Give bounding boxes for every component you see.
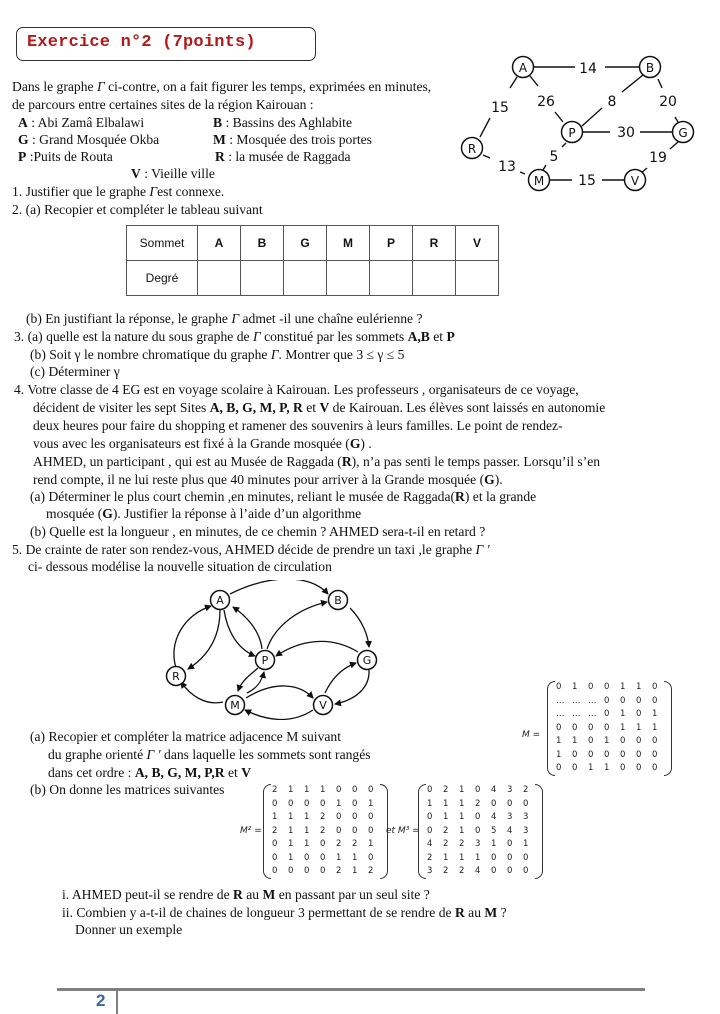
matrix-cell: … — [588, 695, 597, 706]
matrix-cell: 1 — [459, 852, 465, 863]
matrix-cell: 0 — [556, 682, 562, 692]
question-4a-line-1: (a) Déterminer le plus court chemin ,en minutes, reliant le musée de Raggada(R) et la grande — [30, 489, 537, 504]
matrix-cell: … — [556, 695, 565, 706]
matrix-cell: 1 — [272, 812, 278, 822]
matrix-cell: 0 — [352, 798, 358, 809]
matrix-cell: 0 — [320, 798, 326, 809]
matrix-cell: 1 — [475, 852, 481, 863]
adjacency-matrix-M — [556, 681, 668, 776]
question-1: 1. Justifier que le graphe Γest connexe. — [12, 184, 225, 199]
matrix-cell: 1 — [288, 785, 294, 795]
matrix-cell: 1 — [620, 682, 626, 692]
question-4-line-3: deux heures pour faire du shopping et ramener des souvenirs à leurs familles. Le point de rendez- — [33, 418, 563, 433]
svg-text:P: P — [261, 654, 269, 667]
matrix-cell: 0 — [272, 798, 278, 809]
question-5-line-2: ci- dessous modélise la nouvelle situation de circulation — [28, 559, 332, 574]
matrix-cell: 1 — [288, 825, 294, 836]
matrix-cell: 0 — [368, 812, 374, 822]
footer-rule — [57, 988, 645, 991]
intro-line-2: de parcours entre certaines sites de la région Kairouan : — [12, 97, 314, 112]
matrix-cell: 0 — [491, 866, 497, 876]
matrix-cell: 1 — [443, 798, 449, 809]
matrix-cell: 1 — [588, 763, 594, 773]
matrix-cell: 0 — [636, 695, 642, 706]
matrix-cell: 0 — [604, 695, 610, 706]
question-3c: (c) Déterminer γ — [30, 364, 120, 379]
matrix-cell: 0 — [507, 839, 513, 849]
matrix-cell: 3 — [427, 866, 433, 876]
svg-text:20: 20 — [659, 94, 677, 110]
matrix-cell: 0 — [588, 722, 594, 733]
table-cell: G — [284, 226, 327, 261]
question-2b: (b) En justifiant la réponse, le graphe Γ admet -il une chaîne eulérienne ? — [26, 311, 423, 326]
matrix-cell: 0 — [636, 736, 642, 746]
question-4-line-1: 4. Votre classe de 4 EG est en voyage scolaire à Kairouan. Les professeurs , organisateurs de ce voyage, — [14, 382, 579, 397]
matrix-cell: 0 — [523, 866, 529, 876]
question-5a-line-2: du graphe orienté Γ ′ dans laquelle les sommets sont rangés — [48, 747, 371, 762]
svg-text:13: 13 — [498, 159, 516, 175]
matrix-cell: 2 — [336, 866, 342, 876]
matrix-M-label: M = — [522, 730, 541, 740]
matrix-cell: 1 — [459, 798, 465, 809]
matrix-cell: … — [556, 709, 565, 719]
question-2a: 2. (a) Recopier et compléter le tableau suivant — [12, 202, 263, 217]
site-P: P :Puits de Routa — [18, 149, 113, 164]
matrix-cell: 1 — [336, 852, 342, 863]
degree-cell — [413, 261, 456, 296]
question-4-line-2: décident de visiter les sept Sites A, B, G, M, P, R et V de Kairouan. Les élèves sont laissés en autonomie — [33, 400, 606, 415]
question-5b-ii: ii. Combien y a-t-il de chaines de longueur 3 permettant de se rendre de R au M ? — [62, 905, 507, 920]
svg-text:A: A — [518, 61, 528, 75]
site-B: B : Bassins des Aghlabite — [213, 115, 352, 130]
matrix-cell: 1 — [304, 839, 310, 849]
question-3b: (b) Soit γ le nombre chromatique du graphe Γ. Montrer que 3 ≤ γ ≤ 5 — [30, 347, 405, 362]
matrix-cell: 1 — [636, 682, 642, 692]
svg-text:5: 5 — [549, 149, 559, 165]
matrix-cell: 0 — [507, 866, 513, 876]
matrix-cell: 0 — [652, 749, 658, 760]
matrix-cell: 1 — [352, 852, 358, 863]
matrix-cell: 0 — [336, 825, 342, 836]
table-cell: R — [413, 226, 456, 261]
svg-text:B: B — [645, 61, 655, 75]
matrix-cell: 2 — [320, 825, 326, 836]
table-header-sommet: Sommet — [127, 226, 198, 261]
matrix-cell: 0 — [652, 695, 658, 706]
page-number: 2 — [96, 991, 106, 1010]
table-cell: A — [198, 226, 241, 261]
matrix-cell: 1 — [304, 812, 310, 822]
svg-text:A: A — [216, 594, 224, 607]
matrix-cell: … — [572, 695, 581, 706]
svg-text:G: G — [362, 654, 372, 667]
matrix-cell: 0 — [352, 812, 358, 822]
matrix-cell: 0 — [368, 825, 374, 836]
footer-divider — [116, 990, 118, 1014]
matrix-cell: 0 — [604, 749, 610, 760]
matrix-cell: 1 — [572, 682, 578, 692]
matrix-cell: … — [572, 709, 581, 719]
matrix-cell: 1 — [556, 749, 562, 760]
matrix-cell: 0 — [352, 825, 358, 836]
intro-line-1: Dans le graphe Γ ci-contre, on a fait figurer les temps, exprimées en minutes, — [12, 79, 432, 94]
matrix-cell: 1 — [288, 839, 294, 849]
matrix-cell: 3 — [523, 825, 529, 836]
matrix-cell: 2 — [443, 825, 449, 836]
degree-cell — [284, 261, 327, 296]
matrix-cell: 0 — [652, 682, 658, 692]
matrix-cell: 1 — [652, 722, 658, 733]
svg-text:26: 26 — [537, 94, 555, 110]
matrix-cell: 1 — [352, 866, 358, 876]
matrix-cell: 1 — [604, 736, 610, 746]
matrix-cell: 0 — [475, 785, 481, 795]
matrix-cell: 1 — [620, 722, 626, 733]
question-4-line-5: AHMED, un participant , qui est au Musée de Raggada (R), n’a pas senti le temps passer. Lorsqu’il s’en — [33, 454, 601, 469]
matrix-cell: 0 — [588, 749, 594, 760]
matrix-cell: 0 — [491, 798, 497, 809]
matrix-cell: 2 — [475, 798, 481, 809]
matrix-cell: 1 — [288, 852, 294, 863]
matrix-cell: 0 — [604, 722, 610, 733]
matrix-cell: 3 — [507, 785, 513, 795]
matrix-cell: 1 — [443, 852, 449, 863]
matrix-cell: 0 — [320, 839, 326, 849]
table-row-degre — [127, 261, 499, 296]
matrix-cell: 4 — [475, 866, 481, 876]
matrix-cell: 0 — [352, 785, 358, 795]
matrix-cell: 1 — [556, 736, 562, 746]
matrix-M3 — [427, 784, 539, 879]
matrix-cell: 0 — [475, 825, 481, 836]
question-4a-line-2: mosquée (G). Justifier la réponse à l’aide d’un algorithme — [46, 506, 362, 521]
matrix-cell: 0 — [620, 749, 626, 760]
table-row-sommet — [127, 226, 499, 261]
matrix-cell: 2 — [336, 839, 342, 849]
matrix-cell: 0 — [288, 798, 294, 809]
matrix-cell: 0 — [288, 866, 294, 876]
table-cell: P — [370, 226, 413, 261]
matrix-cell: 0 — [427, 785, 433, 795]
svg-text:15: 15 — [578, 173, 596, 189]
matrix-cell: 0 — [572, 749, 578, 760]
matrix-cell: 0 — [652, 736, 658, 746]
matrix-cell: 2 — [272, 785, 278, 795]
question-4b: (b) Quelle est la longueur , en minutes, de ce chemin ? AHMED sera-t-il en retard ? — [30, 524, 486, 539]
table-header-degre: Degré — [127, 261, 198, 296]
question-5-line-1: 5. De crainte de rater son rendez-vous, AHMED décide de prendre un taxi ,le graphe Γ ′ — [12, 542, 490, 557]
table-cell: V — [456, 226, 499, 261]
matrix-cell: 1 — [459, 785, 465, 795]
svg-text:B: B — [334, 594, 342, 607]
svg-text:V: V — [630, 174, 640, 188]
matrix-cell: 0 — [336, 785, 342, 795]
site-R: R : la musée de Raggada — [215, 149, 351, 164]
svg-text:V: V — [319, 699, 327, 712]
matrix-cell: 3 — [507, 812, 513, 822]
matrix-grid — [427, 784, 539, 879]
matrix-cell: 2 — [443, 866, 449, 876]
matrix-cell: 0 — [272, 866, 278, 876]
matrix-cell: 1 — [336, 798, 342, 809]
matrix-cell: 0 — [620, 695, 626, 706]
matrix-cell: 1 — [320, 785, 326, 795]
matrix-cell: 0 — [320, 866, 326, 876]
matrix-cell: 4 — [427, 839, 433, 849]
question-5b: (b) On donne les matrices suivantes — [30, 782, 225, 797]
matrix-cell: 0 — [572, 722, 578, 733]
matrix-cell: 2 — [459, 866, 465, 876]
degree-table — [126, 225, 499, 296]
svg-text:8: 8 — [607, 94, 617, 110]
svg-text:14: 14 — [579, 61, 597, 77]
matrix-cell: 0 — [556, 763, 562, 773]
degree-cell — [198, 261, 241, 296]
svg-text:G: G — [678, 126, 688, 140]
matrix-cell: 1 — [288, 812, 294, 822]
question-5b-i: i. AHMED peut-il se rendre de R au M en passant par un seul site ? — [62, 887, 430, 902]
matrix-cell: 0 — [652, 763, 658, 773]
matrix-cell: 0 — [507, 798, 513, 809]
matrix-cell: 1 — [572, 736, 578, 746]
site-M: M : Mosquée des trois portes — [213, 132, 372, 147]
matrix-cell: 0 — [427, 812, 433, 822]
matrix-cell: 1 — [523, 839, 529, 849]
matrix-cell: 0 — [620, 736, 626, 746]
matrix-cell: 1 — [304, 785, 310, 795]
matrix-cell: 0 — [491, 852, 497, 863]
matrix-cell: 2 — [352, 839, 358, 849]
question-5b-ii-line-2: Donner un exemple — [75, 922, 183, 937]
matrix-cell: 0 — [523, 798, 529, 809]
matrix-cell: 1 — [636, 722, 642, 733]
svg-text:15: 15 — [491, 100, 509, 116]
site-A: A : Abi Zamâ Elbalawi — [18, 115, 145, 130]
matrix-cell: 0 — [507, 852, 513, 863]
degree-cell — [456, 261, 499, 296]
matrix-cell: 3 — [475, 839, 481, 849]
question-5a-line-1: (a) Recopier et compléter la matrice adjacence M suivant — [30, 729, 341, 744]
matrix-cell: 1 — [304, 825, 310, 836]
matrix-cell: 0 — [620, 763, 626, 773]
matrix-cell: 1 — [604, 763, 610, 773]
matrix-cell: 0 — [556, 722, 562, 733]
matrix-cell: 2 — [427, 852, 433, 863]
matrix-cell: 3 — [523, 812, 529, 822]
table-cell: B — [241, 226, 284, 261]
matrix-cell: 2 — [368, 866, 374, 876]
matrix-cell: 0 — [304, 852, 310, 863]
matrix-cell: 0 — [304, 866, 310, 876]
matrix-cell: 0 — [588, 736, 594, 746]
degree-cell — [241, 261, 284, 296]
matrix-cell: … — [588, 709, 597, 719]
weighted-graph — [450, 50, 710, 200]
matrix-cell: 1 — [443, 812, 449, 822]
matrix-cell: 1 — [620, 709, 626, 719]
question-5a-line-3: dans cet ordre : A, B, G, M, P,R et V — [48, 765, 252, 780]
matrix-cell: 2 — [523, 785, 529, 795]
matrix-cell: 2 — [459, 839, 465, 849]
degree-cell — [327, 261, 370, 296]
matrix-M2-label: M² = — [240, 826, 262, 836]
matrix-cell: 1 — [427, 798, 433, 809]
question-3a: 3. (a) quelle est la nature du sous graphe de Γ constitué par les sommets A,B et P — [14, 329, 455, 344]
matrix-cell: 0 — [368, 852, 374, 863]
svg-text:M: M — [230, 699, 240, 712]
matrix-cell: 4 — [491, 812, 497, 822]
matrix-cell: 0 — [272, 839, 278, 849]
matrix-grid — [272, 784, 384, 879]
svg-text:P: P — [568, 126, 576, 140]
matrix-cell: 0 — [604, 682, 610, 692]
matrix-cell: 0 — [475, 812, 481, 822]
matrix-cell: 2 — [443, 785, 449, 795]
matrix-cell: 0 — [427, 825, 433, 836]
degree-cell — [370, 261, 413, 296]
matrix-cell: 1 — [491, 839, 497, 849]
matrix-cell: 0 — [636, 763, 642, 773]
svg-text:M: M — [533, 174, 545, 188]
site-V: V : Vieille ville — [131, 166, 215, 181]
table-cell: M — [327, 226, 370, 261]
matrix-cell: 1 — [368, 798, 374, 809]
matrix-cell: 0 — [588, 682, 594, 692]
exercise-title: Exercice n°2 (7points) — [27, 33, 256, 52]
matrix-cell: 0 — [604, 709, 610, 719]
matrix-cell: 4 — [507, 825, 513, 836]
matrix-cell: 1 — [368, 839, 374, 849]
matrix-cell: 2 — [443, 839, 449, 849]
matrix-grid — [556, 681, 668, 776]
matrix-cell: 1 — [459, 825, 465, 836]
matrix-cell: 0 — [272, 852, 278, 863]
matrix-cell: 0 — [368, 785, 374, 795]
matrix-cell: 4 — [491, 785, 497, 795]
matrix-cell: 5 — [491, 825, 497, 836]
matrix-cell: 2 — [320, 812, 326, 822]
svg-text:19: 19 — [649, 150, 667, 166]
matrix-cell: 1 — [652, 709, 658, 719]
svg-text:R: R — [172, 670, 180, 683]
matrix-cell: 0 — [523, 852, 529, 863]
svg-text:R: R — [467, 142, 477, 156]
directed-graph — [150, 580, 400, 720]
matrix-M3-label: et M³ = — [386, 826, 420, 836]
matrix-M2 — [272, 784, 384, 879]
exercise-title-box — [16, 27, 316, 61]
matrix-cell: 0 — [320, 852, 326, 863]
question-4-line-6: rend compte, il ne lui reste plus que 40 minutes pour arriver à la Grande mosquée (G). — [33, 472, 503, 487]
matrix-cell: 0 — [636, 749, 642, 760]
matrix-cell: 0 — [304, 798, 310, 809]
site-G: G : Grand Mosquée Okba — [18, 132, 160, 147]
svg-text:30: 30 — [617, 125, 635, 141]
matrix-cell: 2 — [272, 825, 278, 836]
matrix-cell: 0 — [336, 812, 342, 822]
matrix-cell: 0 — [572, 763, 578, 773]
question-4-line-4: vous avec les organisateurs est fixé à la Grande mosquée (G) . — [33, 436, 372, 451]
matrix-cell: 1 — [459, 812, 465, 822]
matrix-cell: 0 — [636, 709, 642, 719]
